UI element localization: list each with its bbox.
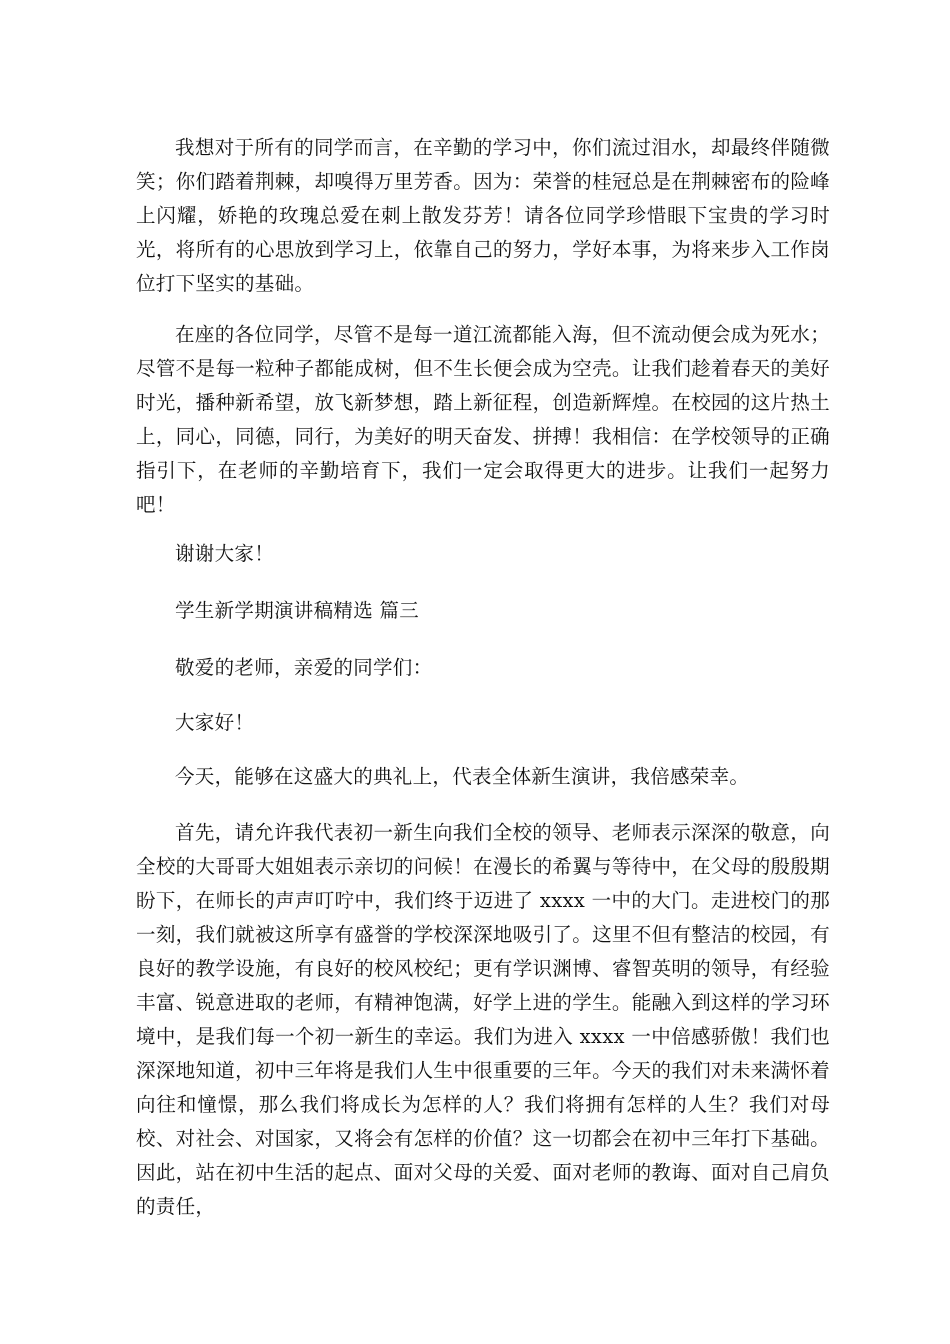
salutation: 敬爱的老师，亲爱的同学们： [175, 656, 433, 679]
paragraph-thanks: 谢谢大家！ [175, 542, 275, 565]
paragraph-2: 在座的各位同学，尽管不是每一道江流都能入海，但不流动便会成为死水；尽管不是每一粒种子都能成树，但不生长便会成为空壳。让我们趁着春天的美好时光，播种新希望，放飞新梦想，踏上新征程，创造新辉煌。在校园的这片热土上，同心，同德，同行，为美好的明天奋发、拼搏！我相信：在学校领导的正确指引下，在老师的辛勤培育下，我们一定会取得更大的进步。让我们一起努力吧！ [136, 323, 830, 516]
paragraph-1: 我想对于所有的同学而言，在辛勤的学习中，你们流过泪水，却最终伴随微笑；你们踏着荆棘，却嗅得万里芳香。因为：荣誉的桂冠总是在荆棘密布的险峰上闪耀，娇艳的玫瑰总爱在刺上散发芬芳！请各位同学珍惜眼下宝贵的学习时光，将所有的心思放到学习上，依靠自己的努力，学好本事，为将来步入工作岗位打下坚实的基础。 [136, 136, 830, 295]
section-title: 学生新学期演讲稿精选 篇三 [175, 599, 420, 622]
opening-line: 今天，能够在这盛大的典礼上，代表全体新生演讲，我倍感荣幸。 [175, 765, 750, 788]
paragraph-body: 首先，请允许我代表初一新生向我们全校的领导、老师表示深深的敬意，向全校的大哥哥大姐姐表示亲切的问候！在漫长的希翼与等待中，在父母的殷殷期盼下，在师长的声声叮咛中，我们终于迈进了 xxxx 一中的大门。走进校门的那一刻，我们就被这所享有盛誉的学校深深地吸引了。这里不但有整洁的校园，有良好的教学设施，有良好的校风校纪；更有学识渊博、睿智英明的领导，有经验丰富、锐意进取的老师，有精神饱满，好学上进的学生。能融入到这样的学习环境中，是我们每一个初一新生的幸运。我们为进入 xxxx 一中倍感骄傲！我们也深深地知道，初中三年将是我们人生中很重要的三年。今天的我们对未来满怀着向往和憧憬，那么我们将成长为怎样的人？我们将拥有怎样的人生？我们对母校、对社会、对国家，又将会有怎样的价值？这一切都会在初中三年打下基础。因此，站在初中生活的起点、面对父母的关爱、面对老师的教诲、面对自己肩负的责任， [136, 821, 830, 1218]
greeting: 大家好！ [175, 711, 255, 734]
